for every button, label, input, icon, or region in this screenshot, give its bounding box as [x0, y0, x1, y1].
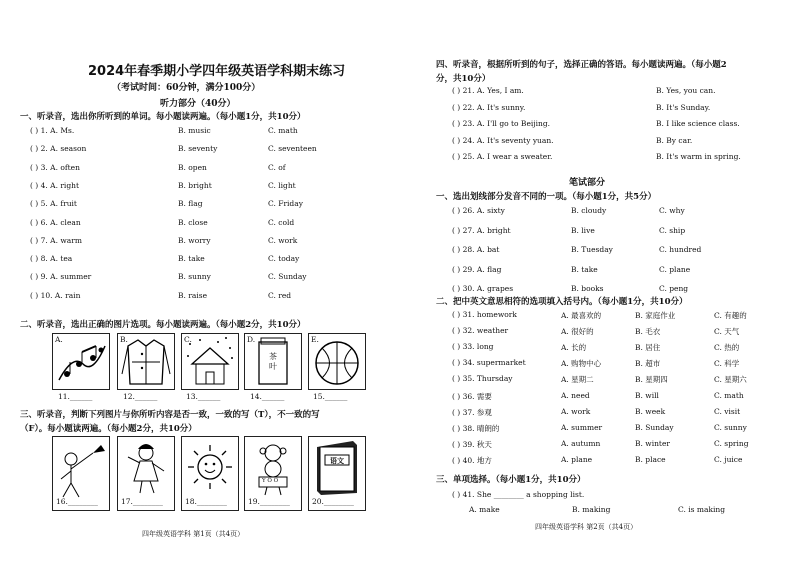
option-b[interactable]: B. take	[178, 254, 205, 264]
option-b[interactable]: B. 毛衣	[635, 327, 661, 337]
option-a[interactable]: A. 很好的	[561, 327, 594, 337]
picture-a-music	[52, 333, 110, 390]
option-b[interactable]: B. sunny	[178, 272, 211, 282]
option-b[interactable]: B. flag	[178, 199, 203, 209]
option-b[interactable]: B. will	[635, 390, 659, 400]
question-stem: ( ) 26. A. sixty	[452, 206, 505, 215]
option-c[interactable]: C. Friday	[268, 199, 303, 209]
option-a[interactable]: A. plane	[561, 454, 593, 464]
option-c[interactable]: C. work	[268, 235, 298, 245]
option-b[interactable]: B. place	[635, 454, 666, 464]
question-stem: ( ) 1. A. Ms.	[30, 126, 75, 135]
picture-16-kite-boy	[52, 436, 110, 511]
option-c[interactable]: C. visit	[714, 406, 741, 416]
answer-blank[interactable]: 20.________	[312, 497, 354, 506]
q41-option-b[interactable]: B. making	[572, 505, 611, 514]
option-b[interactable]: B. live	[571, 225, 595, 235]
option-c[interactable]: C. spring	[714, 438, 749, 448]
option-c[interactable]: C. light	[268, 180, 296, 190]
picture-label: C.	[184, 335, 192, 344]
section-7-heading: 三、单项选择。（每小题1分，共10分）	[436, 475, 586, 485]
option-c[interactable]: C. 科学	[714, 359, 740, 369]
section-3-heading: 三、听录音，判断下列图片与你所听内容是否一致，一致的写（T），不一致的写	[20, 410, 320, 420]
question-stem: ( ) 35. Thursday	[452, 374, 513, 384]
option-c[interactable]: C. why	[659, 206, 685, 215]
question-stem: ( ) 29. A. flag	[452, 264, 502, 274]
option-c[interactable]: C. of	[268, 162, 286, 172]
option-b[interactable]: B. It's Sunday.	[656, 102, 711, 112]
question-stem: ( ) 10. A. rain	[30, 290, 81, 300]
question-stem: ( ) 8. A. tea	[30, 254, 73, 264]
option-c[interactable]: C. Sunday	[268, 272, 307, 282]
question-stem: ( ) 7. A. warm	[30, 235, 82, 245]
question-stem: ( ) 6. A. clean	[30, 217, 81, 227]
answer-blank[interactable]: 13.______	[186, 392, 221, 401]
option-c[interactable]: C. seventeen	[268, 144, 317, 154]
picture-label: B.	[120, 335, 128, 344]
option-b[interactable]: B. week	[635, 406, 666, 416]
option-c[interactable]: C. 有趣的	[714, 311, 747, 320]
page-footer: 四年级英语学科 第2页（共4页）	[535, 523, 638, 531]
option-b[interactable]: B. bright	[178, 180, 212, 190]
option-b[interactable]: B. open	[178, 162, 207, 172]
option-a[interactable]: A. 长的	[561, 343, 587, 353]
option-b[interactable]: B. Tuesday	[571, 245, 613, 254]
right-page	[397, 0, 794, 561]
option-c[interactable]: C. 天气	[714, 327, 740, 337]
option-b[interactable]: B. Yes, you can.	[656, 86, 716, 95]
option-b[interactable]: B. Sunday	[635, 422, 674, 432]
answer-blank[interactable]: 16.________	[56, 497, 98, 506]
option-a[interactable]: A. 购物中心	[561, 359, 602, 369]
question-stem: ( ) 22. A. It's sunny.	[452, 102, 526, 112]
picture-d-tea	[244, 333, 302, 390]
option-c[interactable]: C. ship	[659, 225, 686, 235]
tea-box-label: 茶叶	[269, 352, 277, 371]
option-c[interactable]: C. cold	[268, 217, 295, 227]
option-a[interactable]: A. summer	[561, 422, 603, 432]
question-41: ( ) 41. She ________ a shopping list.	[452, 490, 585, 499]
option-b[interactable]: B. take	[571, 264, 598, 274]
picture-20-chinese-book	[308, 436, 366, 511]
question-stem: ( ) 4. A. right	[30, 180, 79, 190]
option-b[interactable]: B. worry	[178, 235, 211, 245]
question-stem: ( ) 38. 晴朗的	[452, 423, 500, 433]
section-4-heading: 四、听录音，根据所听到的句子，选择正确的答语。每小题读两遍。（每小题2	[436, 60, 727, 70]
answer-blank[interactable]: 17.________	[121, 497, 163, 506]
option-a[interactable]: A. autumn	[561, 438, 601, 448]
option-b[interactable]: B. books	[571, 284, 604, 293]
option-b[interactable]: B. music	[178, 126, 211, 135]
option-b[interactable]: B. By car.	[656, 135, 693, 145]
picture-e-basketball	[308, 333, 366, 390]
picture-17-girl	[117, 436, 175, 511]
option-c[interactable]: C. 热的	[714, 343, 740, 353]
question-stem: ( ) 24. A. It's seventy yuan.	[452, 135, 554, 145]
section-2-heading: 二、听录音，选出正确的图片选项。每小题读两遍。（每小题2分，共10分）	[20, 320, 306, 330]
option-c[interactable]: C. plane	[659, 264, 691, 274]
question-stem: ( ) 36. 需要	[452, 391, 492, 401]
option-b[interactable]: B. seventy	[178, 144, 218, 154]
question-stem: ( ) 39. 秋天	[452, 439, 492, 449]
option-b[interactable]: B. 家庭作业	[635, 311, 676, 320]
section-6-heading: 二、把中英文意思相符的选项填入括号内。（每小题1分，共10分）	[436, 297, 688, 307]
question-stem: ( ) 28. A. bat	[452, 245, 500, 254]
option-b[interactable]: B. 超市	[635, 359, 661, 369]
exam-info: （考试时间：60分钟，满分100分）	[112, 83, 261, 93]
question-stem: ( ) 27. A. bright	[452, 225, 511, 235]
book-title: 语文	[330, 456, 344, 465]
question-stem: ( ) 30. A. grapes	[452, 284, 514, 293]
option-c[interactable]: C. peng	[659, 284, 689, 293]
option-c[interactable]: C. juice	[714, 454, 743, 464]
exam-title: 2024年春季期小学四年级英语学科期末练习	[88, 64, 346, 79]
option-a[interactable]: A. need	[561, 390, 590, 400]
option-c[interactable]: C. red	[268, 290, 292, 300]
picture-label: D.	[247, 335, 256, 344]
q41-option-c[interactable]: C. is making	[678, 505, 726, 514]
option-c[interactable]: C. math	[268, 126, 298, 135]
option-a[interactable]: A. 最喜欢的	[561, 311, 602, 320]
option-a[interactable]: A. 星期二	[561, 375, 594, 385]
answer-blank[interactable]: 11.______	[58, 392, 93, 401]
answer-blank[interactable]: 18.________	[185, 497, 227, 506]
listening-part-heading: 听力部分（40分）	[160, 99, 236, 109]
option-c[interactable]: C. today	[268, 254, 300, 264]
question-stem: ( ) 40. 地方	[452, 455, 492, 465]
page-footer: 四年级英语学科 第1页（共4页）	[142, 530, 245, 538]
question-stem: ( ) 34. supermarket	[452, 358, 526, 368]
picture-label: E.	[311, 335, 319, 344]
question-stem: ( ) 32. weather	[452, 326, 509, 336]
option-b[interactable]: B. raise	[178, 290, 208, 300]
question-stem: ( ) 21. A. Yes, I am.	[452, 86, 524, 95]
picture-18-sun	[181, 436, 239, 511]
option-a[interactable]: A. work	[561, 406, 591, 416]
q41-option-a[interactable]: A. make	[469, 505, 500, 514]
question-stem: ( ) 3. A. often	[30, 162, 80, 172]
question-stem: ( ) 9. A. summer	[30, 272, 92, 282]
option-c[interactable]: C. 星期六	[714, 375, 747, 385]
option-c[interactable]: C. math	[714, 390, 744, 400]
option-b[interactable]: B. 星期四	[635, 375, 668, 385]
option-b[interactable]: B. cloudy	[571, 206, 607, 215]
picture-19-monkey	[244, 436, 302, 511]
question-stem: ( ) 25. A. I wear a sweater.	[452, 152, 553, 161]
section-4-heading-2: 分，共10分）	[436, 74, 491, 84]
picture-b-coat	[117, 333, 175, 390]
option-c[interactable]: C. sunny	[714, 422, 747, 432]
picture-c-snowy-house	[181, 333, 239, 390]
option-b[interactable]: B. It's warm in spring.	[656, 152, 741, 161]
option-b[interactable]: B. winter	[635, 438, 670, 448]
option-b[interactable]: B. close	[178, 217, 208, 227]
monkey-sign-text: Y O O	[262, 478, 279, 484]
section-1-heading: 一、听录音，选出你所听到的单词。每小题读两遍。（每小题1分，共10分）	[20, 112, 306, 122]
question-stem: ( ) 31. homework	[452, 310, 517, 319]
answer-blank[interactable]: 12.______	[123, 392, 158, 401]
section-3-heading-2: （F）。每小题读两遍。（每小题2分，共10分）	[20, 424, 197, 434]
answer-blank[interactable]: 15.______	[313, 392, 348, 401]
option-b[interactable]: B. 居住	[635, 343, 661, 353]
option-b[interactable]: B. I like science class.	[656, 119, 740, 128]
question-stem: ( ) 37. 参观	[452, 407, 492, 417]
written-part-heading: 笔试部分	[569, 178, 606, 188]
answer-blank[interactable]: 14.______	[250, 392, 285, 401]
question-stem: ( ) 2. A. season	[30, 144, 87, 154]
question-stem: ( ) 33. long	[452, 342, 494, 352]
picture-label: A.	[55, 335, 63, 344]
answer-blank[interactable]: 19.________	[248, 497, 290, 506]
question-stem: ( ) 23. A. I'll go to Beijing.	[452, 119, 551, 128]
section-5-heading: 一、选出划线部分发音不同的一项。（每小题1分，共5分）	[436, 192, 657, 202]
option-c[interactable]: C. hundred	[659, 245, 702, 254]
question-stem: ( ) 5. A. fruit	[30, 199, 77, 209]
